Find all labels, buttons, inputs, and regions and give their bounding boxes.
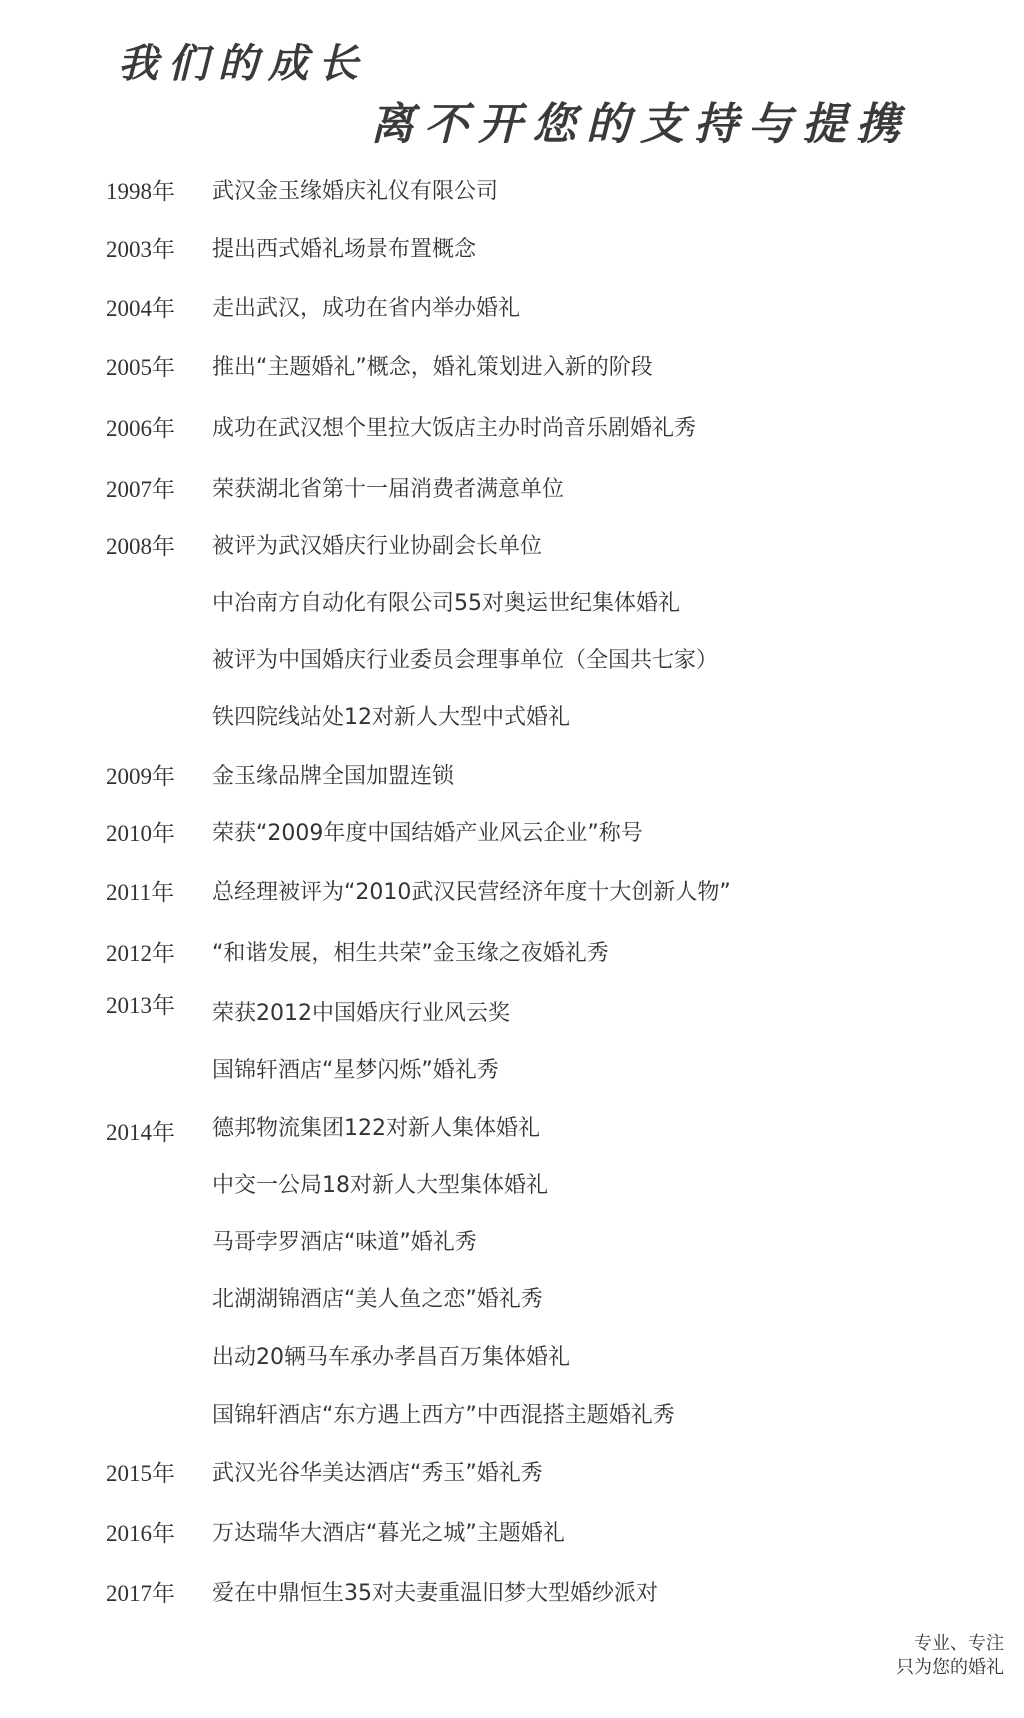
- timeline-year: 2009年: [106, 764, 175, 789]
- timeline-row: [0, 873, 1024, 913]
- timeline-event: 走出武汉，成功在省内举办婚礼: [212, 296, 521, 321]
- timeline-year: 2004年: [106, 296, 175, 321]
- timeline-event: 提出西式婚礼场景布置概念: [212, 237, 477, 262]
- timeline-year: 2011年: [106, 880, 175, 905]
- timeline-event: 荣获“2009年度中国结婚产业风云企业”称号: [212, 821, 643, 846]
- timeline-year: 2010年: [106, 821, 175, 846]
- timeline-row: [0, 1396, 1024, 1436]
- timeline-event: 出动20辆马车承办孝昌百万集体婚礼: [212, 1345, 570, 1370]
- timeline-row: [0, 584, 1024, 624]
- timeline-event: 中交一公局18对新人大型集体婚礼: [212, 1173, 548, 1198]
- timeline-row: [0, 1514, 1024, 1554]
- timeline-row: [0, 470, 1024, 510]
- timeline-event: 德邦物流集团122对新人集体婚礼: [212, 1116, 540, 1141]
- timeline-year: 2006年: [106, 416, 175, 441]
- timeline-event: 马哥孛罗酒店“味道”婚礼秀: [212, 1230, 477, 1255]
- timeline-event: “和谐发展，相生共荣”金玉缘之夜婚礼秀: [212, 941, 609, 966]
- timeline-row: [0, 641, 1024, 681]
- timeline-event: 万达瑞华大酒店“暮光之城”主题婚礼: [212, 1521, 565, 1546]
- timeline-year: 2015年: [106, 1461, 175, 1486]
- timeline-event: 总经理被评为“2010武汉民营经济年度十大创新人物”: [212, 880, 731, 905]
- timeline-event: 武汉光谷华美达酒店“秀玉”婚礼秀: [212, 1461, 543, 1486]
- timeline-row: [0, 1454, 1024, 1494]
- timeline-row: [0, 994, 1024, 1034]
- page-title-line-2: 离不开您的支持与提携: [370, 99, 910, 150]
- timeline-year: 2017年: [106, 1581, 175, 1606]
- timeline-row: [0, 172, 1024, 212]
- timeline-row: [0, 1109, 1024, 1149]
- timeline-event: 中冶南方自动化有限公司55对奥运世纪集体婚礼: [212, 591, 680, 616]
- timeline-row: [0, 348, 1024, 388]
- timeline-year: 2016年: [106, 1521, 175, 1546]
- page-title-line-1: 我们的成长: [118, 40, 368, 87]
- timeline-row: [0, 230, 1024, 270]
- timeline-row: [0, 1280, 1024, 1320]
- timeline-event: 推出“主题婚礼”概念，婚礼策划进入新的阶段: [212, 355, 653, 380]
- timeline-year: 2014年: [106, 1120, 175, 1145]
- timeline-event: 被评为中国婚庆行业委员会理事单位（全国共七家）: [212, 648, 719, 673]
- timeline-row: [0, 934, 1024, 974]
- timeline-event: 成功在武汉想个里拉大饭店主办时尚音乐剧婚礼秀: [212, 416, 697, 441]
- timeline-row: [0, 1338, 1024, 1378]
- timeline-event: 爱在中鼎恒生35对夫妻重温旧梦大型婚纱派对: [212, 1581, 658, 1606]
- slogan-line-2: 只为您的婚礼: [896, 1657, 1004, 1678]
- timeline-row: [0, 698, 1024, 738]
- slogan-line-1: 专业、专注: [914, 1633, 1004, 1654]
- timeline-event: 荣获2012中国婚庆行业风云奖: [212, 1001, 510, 1026]
- timeline-event: 国锦轩酒店“星梦闪烁”婚礼秀: [212, 1058, 499, 1083]
- timeline-row: [0, 757, 1024, 797]
- timeline-row: [0, 1051, 1024, 1091]
- timeline-event: 北湖湖锦酒店“美人鱼之恋”婚礼秀: [212, 1287, 543, 1312]
- timeline-event: 金玉缘品牌全国加盟连锁: [212, 764, 455, 789]
- timeline-year: 2008年: [106, 534, 175, 559]
- timeline-event: 武汉金玉缘婚庆礼仪有限公司: [212, 179, 499, 204]
- timeline-row: [0, 1574, 1024, 1614]
- timeline-row: [0, 527, 1024, 567]
- timeline-event: 荣获湖北省第十一届消费者满意单位: [212, 477, 565, 502]
- timeline-event: 国锦轩酒店“东方遇上西方”中西混搭主题婚礼秀: [212, 1403, 675, 1428]
- timeline-year: 1998年: [106, 179, 175, 204]
- timeline-row: [0, 409, 1024, 449]
- timeline-row: [0, 289, 1024, 329]
- timeline-row: [0, 1223, 1024, 1263]
- timeline-year: 2003年: [106, 237, 175, 262]
- timeline-row: [0, 814, 1024, 854]
- timeline-row: [0, 1166, 1024, 1206]
- timeline-year: 2012年: [106, 941, 175, 966]
- timeline-year: 2013年: [106, 993, 175, 1018]
- timeline-year: 2007年: [106, 477, 175, 502]
- timeline-year: 2005年: [106, 355, 175, 380]
- timeline-event: 被评为武汉婚庆行业协副会长单位: [212, 534, 543, 559]
- slogan: [896, 1632, 1004, 1680]
- timeline-event: 铁四院线站处12对新人大型中式婚礼: [212, 705, 570, 730]
